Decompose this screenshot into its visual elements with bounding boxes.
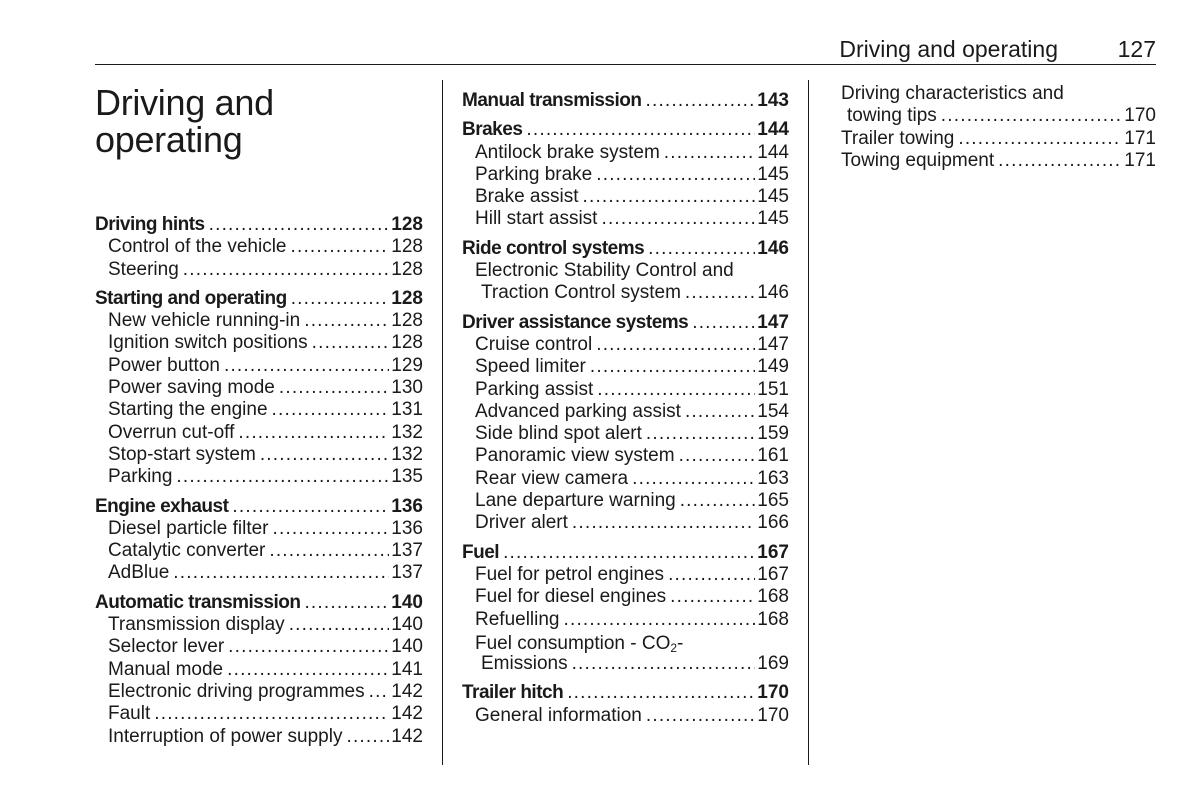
toc-entry-label: Ignition switch positions [108, 332, 308, 354]
dot-leader [526, 119, 755, 141]
toc-entry-label: Advanced parking assist [475, 400, 681, 422]
toc-subentry[interactable] [95, 332, 423, 354]
toc-entry-label: Interruption of power supply [108, 725, 343, 747]
dot-leader [998, 150, 1122, 172]
toc-entry-label: Parking [108, 466, 173, 488]
dot-leader [183, 259, 390, 281]
toc-subentry[interactable] [95, 681, 423, 703]
toc-entry-page: 128 [391, 310, 423, 332]
toc-entry-label: Side blind spot alert [475, 423, 642, 445]
dot-leader [596, 164, 755, 186]
toc-entry-page: 147 [757, 311, 789, 333]
toc-subentry[interactable] [95, 562, 423, 584]
toc-entry-page: 168 [757, 608, 789, 630]
toc-subentry[interactable] [462, 705, 789, 727]
toc-subentry[interactable] [95, 703, 423, 725]
dot-leader [369, 681, 390, 703]
toc-entry-page: 137 [391, 540, 423, 562]
toc-entry-page: 129 [391, 354, 423, 376]
toc-entry-label: Steering [108, 258, 179, 280]
toc-entry-page: 136 [391, 495, 423, 517]
toc-entry-label: Starting and operating [95, 287, 287, 309]
dot-leader [232, 496, 389, 518]
toc-entry-label: Electronic Stability Control and [475, 260, 734, 282]
dot-leader [670, 586, 755, 608]
toc-entry-page: 161 [757, 445, 789, 467]
toc-entry-page: 144 [757, 141, 789, 163]
toc-entry-page: 171 [1124, 127, 1156, 149]
toc-entry-page: 142 [391, 725, 423, 747]
toc-entry-page: 135 [391, 466, 423, 488]
toc-entry-label: Hill start assist [475, 208, 598, 230]
running-head [95, 34, 1156, 65]
toc-entry-label: Rear view camera [475, 467, 629, 489]
toc-entry-label: Refuelling [475, 608, 560, 630]
toc-entry-page: 137 [391, 562, 423, 584]
page-number: 127 [1117, 36, 1156, 62]
dot-leader [632, 468, 755, 490]
toc-entry-label: Driver assistance systems [462, 311, 689, 333]
dot-leader [224, 355, 389, 377]
toc-entry-label: Fuel [462, 541, 500, 563]
running-head-title: Driving and operating [839, 36, 1058, 62]
toc-entry-page: 144 [757, 119, 789, 141]
toc-entry-page: 128 [391, 236, 423, 258]
toc-entry-label: General information [475, 704, 642, 726]
toc-entry-label: Ride control systems [462, 237, 645, 259]
toc-entry-label: Driving characteristics and [841, 83, 1064, 104]
fuel-consumption-prefix: Fuel consumption - CO [475, 632, 671, 654]
toc-subentry-emissions[interactable] [462, 653, 789, 675]
dot-leader [572, 653, 756, 675]
toc-entry-page: 141 [391, 658, 423, 680]
toc-entry-page: 131 [391, 399, 423, 421]
toc-subentry[interactable] [95, 726, 423, 748]
toc-entry-page: 128 [391, 214, 423, 235]
toc-subentry[interactable] [95, 466, 423, 488]
toc-entry-starting-and-operating[interactable] [95, 288, 423, 310]
dot-leader [279, 377, 389, 399]
toc-entry-page: 143 [757, 90, 789, 111]
toc-entry-page: 145 [757, 186, 789, 208]
toc-entry-page: 163 [757, 467, 789, 489]
toc-subentry[interactable] [462, 401, 789, 423]
toc-column-1 [95, 214, 423, 748]
toc-entry-label: Fault [108, 703, 151, 725]
chapter-title-line-2: operating [95, 119, 243, 160]
toc-entry-page: 167 [757, 541, 789, 563]
dot-leader [272, 399, 390, 421]
toc-entry-label: Manual transmission [462, 90, 642, 111]
toc-subentry-trailer-towing[interactable] [841, 128, 1156, 150]
toc-entry-page: 170 [1124, 105, 1156, 127]
toc-entry-label: Parking assist [475, 378, 594, 400]
dot-leader [680, 490, 756, 512]
toc-entry-page: 167 [757, 563, 789, 585]
column-divider [442, 80, 443, 765]
toc-entry-label: Power button [108, 354, 220, 376]
toc-subentry-towing-equipment[interactable] [841, 150, 1156, 172]
toc-entry-label: Trailer towing [841, 127, 955, 149]
dot-leader [346, 726, 389, 748]
toc-entry-label: Starting the engine [108, 399, 268, 421]
toc-entry-page: 132 [391, 443, 423, 465]
toc-column-2 [462, 90, 789, 727]
toc-subentry[interactable] [462, 423, 789, 445]
toc-subentry[interactable] [462, 164, 789, 186]
toc-entry-label: Stop-start system [108, 443, 256, 465]
toc-subentry-esc-line-1[interactable] [462, 260, 789, 282]
toc-entry-page: 145 [757, 208, 789, 230]
toc-entry-label: Power saving mode [108, 377, 275, 399]
fuel-consumption-suffix: - [677, 632, 684, 654]
dot-leader [597, 379, 755, 401]
toc-entry-page: 149 [757, 356, 789, 378]
toc-subentry[interactable] [462, 186, 789, 208]
dot-leader [685, 282, 755, 304]
toc-entry-automatic-transmission[interactable] [95, 592, 423, 614]
dot-leader [601, 208, 755, 230]
toc-entry-page: 147 [757, 333, 789, 355]
toc-subentry[interactable] [95, 310, 423, 332]
dot-leader [564, 609, 756, 631]
toc-entry-page: 146 [757, 237, 789, 259]
toc-entry-label: Emissions [481, 653, 568, 675]
toc-entry-label: Engine exhaust [95, 495, 229, 517]
toc-entry-driving-hints[interactable] [95, 214, 423, 236]
toc-entry-fuel[interactable] [462, 542, 789, 564]
toc-subentry[interactable] [95, 614, 423, 636]
toc-entry-page: 140 [391, 636, 423, 658]
toc-entry-page: 145 [757, 163, 789, 185]
dot-leader [572, 512, 755, 534]
dot-leader [238, 422, 389, 444]
toc-entry-label: Brakes [462, 119, 523, 141]
toc-subentry[interactable] [462, 379, 789, 401]
toc-entry-label: Towing equipment [841, 149, 995, 171]
toc-subentry[interactable] [95, 422, 423, 444]
dot-leader [304, 310, 389, 332]
toc-entry-trailer-hitch[interactable] [462, 682, 789, 704]
toc-entry-label: Automatic transmission [95, 591, 301, 613]
dot-leader [596, 334, 755, 356]
toc-entry-page: 142 [391, 680, 423, 702]
toc-entry-label: Control of the vehicle [108, 236, 287, 258]
toc-entry-page: 169 [757, 653, 789, 675]
dot-leader [273, 518, 390, 540]
dot-leader [582, 186, 755, 208]
toc-subentry[interactable] [95, 518, 423, 540]
toc-entry-page: 130 [391, 377, 423, 399]
toc-entry-brakes[interactable] [462, 119, 789, 141]
toc-entry-page: 170 [757, 682, 789, 704]
toc-subentry-esc-line-2[interactable] [462, 282, 789, 304]
toc-subentry[interactable] [95, 236, 423, 258]
toc-subentry[interactable] [95, 444, 423, 466]
dot-leader [567, 682, 755, 704]
dot-leader [228, 636, 389, 658]
toc-subentry[interactable] [462, 490, 789, 512]
toc-entry-label: Parking brake [475, 163, 593, 185]
toc-entry-page: 128 [391, 258, 423, 280]
dot-leader [304, 592, 389, 614]
toc-entry-label: Selector lever [108, 636, 225, 658]
toc-subentry[interactable] [462, 142, 789, 164]
toc-subentry[interactable] [95, 259, 423, 281]
toc-entry-label: Electronic driving programmes [108, 680, 365, 702]
dot-leader [289, 614, 390, 636]
toc-entry-page: 168 [757, 586, 789, 608]
toc-subentry[interactable] [462, 356, 789, 378]
toc-entry-engine-exhaust[interactable] [95, 496, 423, 518]
dot-leader [648, 238, 755, 260]
dot-leader [260, 444, 389, 466]
toc-entry-label: Catalytic converter [108, 540, 266, 562]
dot-leader [679, 445, 756, 467]
toc-subentry[interactable] [462, 512, 789, 534]
dot-leader [668, 564, 755, 586]
toc-entry-manual-transmission[interactable] [462, 90, 789, 112]
toc-column-3 [841, 83, 1156, 172]
dot-leader [692, 312, 755, 334]
dot-leader [958, 128, 1122, 150]
toc-entry-page: 140 [391, 591, 423, 613]
dot-leader [941, 105, 1123, 127]
toc-entry-page: 142 [391, 703, 423, 725]
toc-entry-label: AdBlue [108, 562, 170, 584]
toc-entry-page: 136 [391, 517, 423, 539]
toc-entry-label: Panoramic view system [475, 445, 675, 467]
dot-leader [503, 542, 755, 564]
toc-entry-label: Brake assist [475, 186, 579, 208]
toc-entry-label [475, 631, 683, 653]
toc-subentry[interactable] [95, 659, 423, 681]
toc-entry-page: 128 [391, 287, 423, 309]
toc-entry-label: Speed limiter [475, 356, 586, 378]
co2-subscript: 2 [670, 640, 678, 654]
toc-subentry-fuel-consumption-line-1[interactable] [462, 631, 789, 653]
dot-leader [664, 142, 756, 164]
dot-leader [646, 90, 756, 112]
toc-entry-label: Driving hints [95, 214, 205, 235]
toc-entry-label: Driver alert [475, 512, 568, 534]
toc-entry-label: Transmission display [108, 614, 285, 636]
toc-subentry[interactable] [95, 636, 423, 658]
toc-subentry[interactable] [462, 334, 789, 356]
toc-entry-label: Lane departure warning [475, 490, 676, 512]
toc-subentry[interactable] [462, 586, 789, 608]
dot-leader [590, 356, 755, 378]
dot-leader [269, 540, 389, 562]
toc-entry-driver-assistance-systems[interactable] [462, 312, 789, 334]
toc-entry-label: Traction Control system [481, 282, 681, 304]
toc-entry-page: 166 [757, 512, 789, 534]
dot-leader [291, 288, 390, 310]
toc-entry-label: towing tips [847, 105, 937, 127]
toc-entry-label: Overrun cut-off [108, 421, 235, 443]
dot-leader [312, 332, 390, 354]
toc-entry-label: Cruise control [475, 333, 593, 355]
chapter-title-line-1: Driving and [95, 82, 274, 123]
toc-entry-label: New vehicle running-in [108, 310, 301, 332]
dot-leader [227, 659, 389, 681]
toc-subentry[interactable] [462, 468, 789, 490]
toc-entry-label: Manual mode [108, 658, 224, 680]
toc-entry-label: Antilock brake system [475, 141, 660, 163]
toc-entry-page: 151 [757, 378, 789, 400]
toc-entry-page: 140 [391, 614, 423, 636]
toc-entry-label: Trailer hitch [462, 682, 564, 704]
toc-entry-page: 165 [757, 490, 789, 512]
toc-subentry[interactable] [95, 540, 423, 562]
dot-leader [173, 562, 389, 584]
dot-leader [685, 401, 755, 423]
toc-subentry[interactable] [462, 609, 789, 631]
toc-entry-page: 132 [391, 421, 423, 443]
toc-entry-page: 170 [757, 704, 789, 726]
dot-leader [646, 705, 755, 727]
dot-leader [291, 236, 390, 258]
toc-subentry[interactable] [95, 377, 423, 399]
toc-subentry[interactable] [462, 564, 789, 586]
toc-entry-page: 146 [757, 282, 789, 304]
toc-entry-label: Diesel particle filter [108, 517, 269, 539]
toc-subentry-driving-characteristics-line-1[interactable] [841, 83, 1156, 105]
dot-leader [646, 423, 755, 445]
dot-leader [154, 703, 389, 725]
toc-entry-page: 159 [757, 423, 789, 445]
chapter-title [95, 84, 274, 158]
toc-subentry[interactable] [462, 208, 789, 230]
toc-entry-label: Fuel for petrol engines [475, 563, 665, 585]
dot-leader [209, 214, 390, 236]
toc-subentry[interactable] [95, 399, 423, 421]
toc-entry-page: 154 [757, 400, 789, 422]
toc-entry-label: Fuel for diesel engines [475, 586, 667, 608]
dot-leader [176, 466, 389, 488]
toc-subentry[interactable] [462, 445, 789, 467]
column-divider [808, 80, 809, 765]
toc-subentry[interactable] [95, 355, 423, 377]
toc-entry-ride-control-systems[interactable] [462, 238, 789, 260]
toc-entry-page: 171 [1124, 149, 1156, 171]
toc-entry-page: 128 [391, 332, 423, 354]
toc-subentry-towing-tips[interactable] [841, 105, 1156, 127]
